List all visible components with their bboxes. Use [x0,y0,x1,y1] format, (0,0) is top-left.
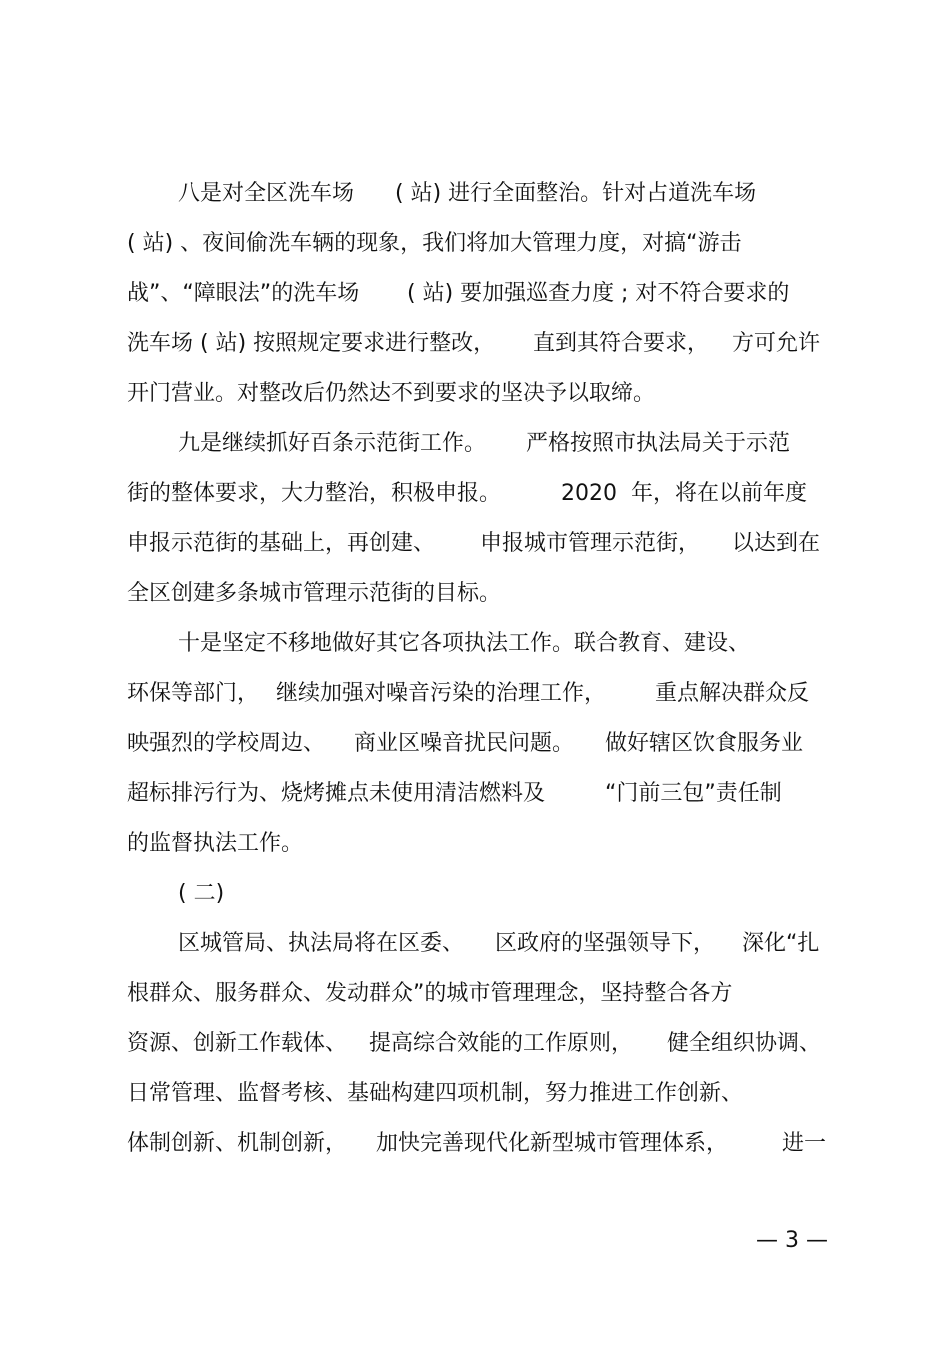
text-segment: 街的整体要求，大力整治，积极申报。 [127,481,502,506]
text-segment: 根群众、服务群众、发动群众”的城市管理理念，坚持整合各方 [127,981,733,1006]
paragraph-10-line-2 [0,677,950,711]
text-segment: 2020 年，将在以前年度 [561,481,807,506]
text-segment: 战”、“障眼法”的洗车场 [127,281,360,306]
text-segment: 加快完善现代化新型城市管理体系， [376,1131,729,1156]
text-segment: 环保等部门， [127,681,260,706]
paragraph-10-line-5 [0,827,950,861]
text-segment: 八是对全区洗车场 [178,181,355,206]
text-segment: 继续加强对噪音污染的治理工作， [276,681,607,706]
text-segment: 九是继续抓好百条示范街工作。 [178,431,487,456]
text-segment: 日常管理、监督考核、基础构建四项机制，努力推进工作创新、 [127,1081,744,1106]
page-number: — 3 — [756,1228,828,1253]
text-segment: 超标排污行为、烧烤摊点未使用清洁燃料及 [127,781,546,806]
text-segment: 申报示范街的基础上，再创建、 [127,531,436,556]
text-segment: 映强烈的学校周边、 [127,731,326,756]
paragraph-8-line-5 [0,377,950,411]
paragraph-8-line-1 [0,177,950,211]
text-segment: 开门营业。对整改后仍然达不到要求的坚决予以取缔。 [127,381,656,406]
paragraph-8-line-2 [0,227,950,261]
section-heading-text: ( 二) [178,881,225,906]
paragraph-9-line-1 [0,427,950,461]
text-segment: ( 站) 、夜间偷洗车辆的现象，我们将加大管理力度，对搞“游击 [127,231,742,256]
paragraph-8-line-4 [0,327,950,361]
paragraph-9-line-4 [0,577,950,611]
text-segment: 资源、创新工作载体、 [127,1031,348,1056]
paragraph-11-line-5 [0,1127,950,1161]
paragraph-8-line-3 [0,277,950,311]
paragraph-9-line-2 [0,477,950,511]
text-segment: 体制创新、机制创新， [127,1131,348,1156]
text-segment: “门前三包”责任制 [605,781,782,806]
text-segment: 重点解决群众反 [655,681,810,706]
text-segment: 申报城市管理示范街， [480,531,701,556]
text-segment: 进一 [782,1131,827,1156]
text-segment: 深化“扎 [742,931,820,956]
paragraph-11-line-1 [0,927,950,961]
text-segment: ( 站) 要加强巡查力度 [407,281,615,306]
text-segment: ( 站) 进行全面整治。针对占道洗车场 [395,181,757,206]
text-segment: 直到其符合要求， [533,331,710,356]
text-segment: 以达到在 [732,531,821,556]
text-segment: ; 对不符合要求的 [621,281,790,306]
paragraph-10-line-4 [0,777,950,811]
text-segment: 区政府的坚强领导下， [495,931,716,956]
text-segment: 健全组织协调、 [667,1031,822,1056]
text-segment: 的监督执法工作。 [127,831,304,856]
paragraph-11-line-3 [0,1027,950,1061]
text-segment: 严格按照市执法局关于示范 [526,431,791,456]
paragraph-11-line-2 [0,977,950,1011]
text-segment: 洗车场 ( 站) 按照规定要求进行整改， [127,331,496,356]
paragraph-11-line-4 [0,1077,950,1111]
paragraph-10-line-1 [0,627,950,661]
section-heading [0,877,950,911]
paragraph-10-line-3 [0,727,950,761]
text-segment: 十是坚定不移地做好其它各项执法工作。联合教育、建设、 [178,631,751,656]
text-segment: 全区创建多条城市管理示范街的目标。 [127,581,502,606]
text-segment: 商业区噪音扰民问题。 [354,731,575,756]
text-segment: 提高综合效能的工作原则， [369,1031,634,1056]
paragraph-9-line-3 [0,527,950,561]
text-segment: 做好辖区饮食服务业 [605,731,804,756]
text-segment: 区城管局、执法局将在区委、 [178,931,465,956]
text-segment: 方可允许 [732,331,821,356]
